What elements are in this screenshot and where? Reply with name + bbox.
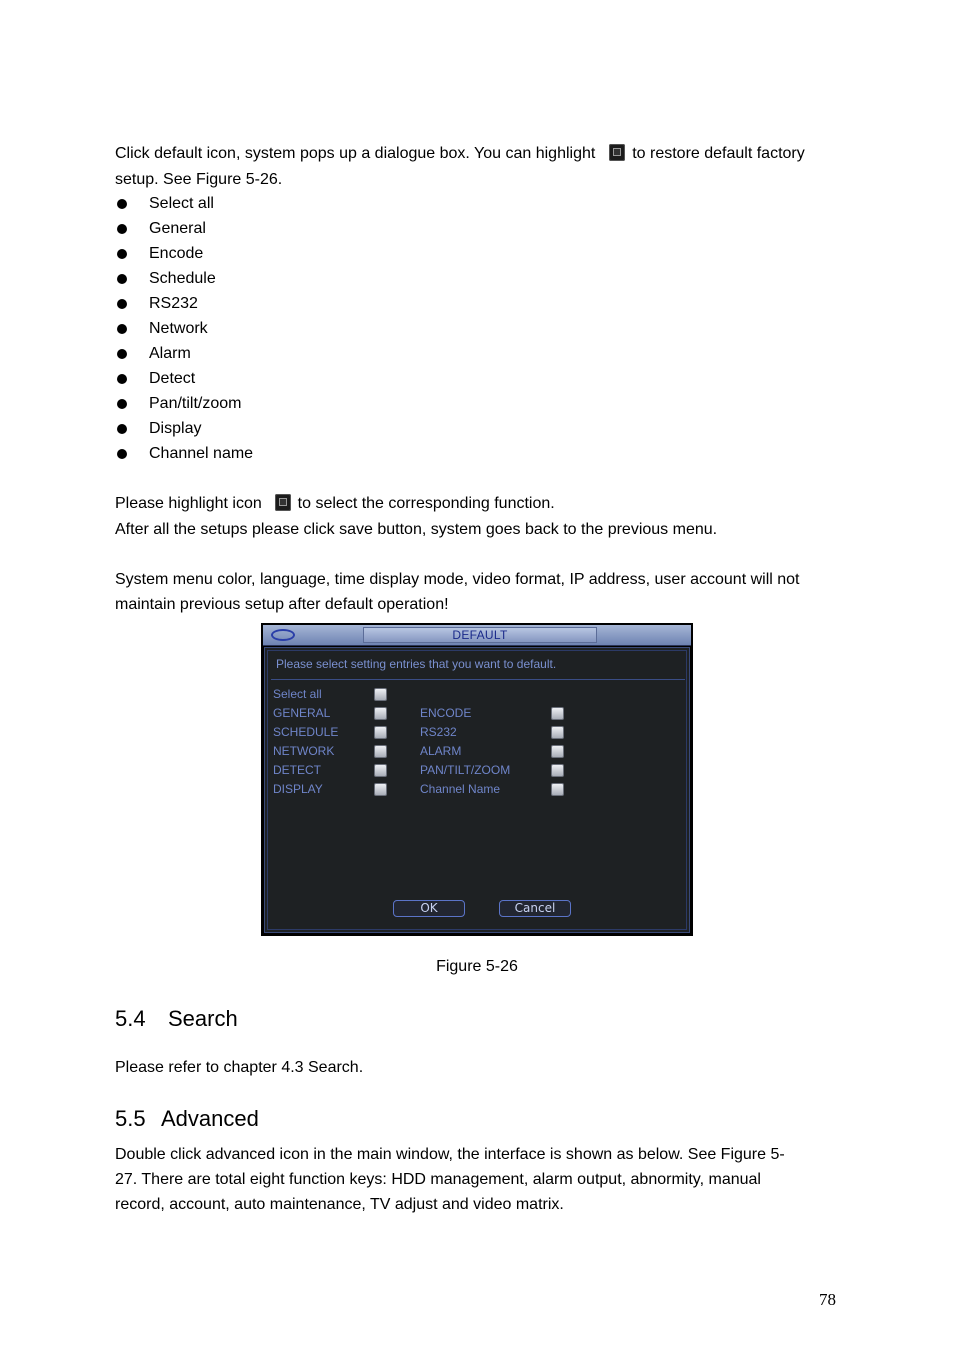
section-heading-advanced — [115, 1105, 259, 1133]
list-item-label: Select all — [149, 195, 214, 212]
checkbox-icon — [609, 144, 625, 161]
cancel-button[interactable]: Cancel — [499, 900, 571, 917]
checkbox-icon — [275, 494, 291, 511]
list-item — [115, 241, 253, 266]
list-item — [115, 316, 253, 341]
list-item-label: Encode — [149, 245, 204, 262]
section-heading-search — [115, 1005, 238, 1033]
bullet-icon — [117, 274, 127, 284]
list-item-label: Pan/tilt/zoom — [149, 395, 242, 412]
bullet-icon — [117, 224, 127, 234]
list-item — [115, 191, 253, 216]
intro-text-b: to restore default factory — [632, 145, 805, 162]
intro-line-1 — [115, 141, 805, 166]
list-item-label: Alarm — [149, 345, 191, 362]
highlight-text-b: to select the corresponding function. — [297, 495, 555, 512]
warning-line-2: maintain previous setup after default operation! — [115, 596, 449, 613]
section-number: 5.5 — [115, 1106, 146, 1131]
left-item-checkbox[interactable] — [374, 745, 387, 758]
dialog-message: Please select setting entries that you want to default. — [276, 657, 557, 671]
page-number: 78 — [819, 1290, 836, 1309]
left-item-label: DISPLAY — [273, 782, 323, 796]
list-item — [115, 366, 253, 391]
left-item-label: NETWORK — [273, 744, 335, 758]
default-items-list — [115, 191, 253, 466]
bullet-icon — [117, 424, 127, 434]
ok-button[interactable]: OK — [393, 900, 465, 917]
right-item-checkbox[interactable] — [551, 783, 564, 796]
section-title: Advanced — [161, 1106, 259, 1131]
list-item — [115, 391, 253, 416]
list-item-label: RS232 — [149, 295, 198, 312]
bullet-icon — [117, 299, 127, 309]
right-item-label: PAN/TILT/ZOOM — [420, 763, 511, 777]
list-item — [115, 416, 253, 441]
list-item-label: Schedule — [149, 270, 216, 287]
advanced-line-1: Double click advanced icon in the main window, the interface is shown as below. See Figure 5- — [115, 1146, 785, 1163]
right-item-label: ENCODE — [420, 706, 472, 720]
bullet-icon — [117, 374, 127, 384]
right-item-checkbox[interactable] — [551, 745, 564, 758]
right-item-label: ALARM — [420, 744, 462, 758]
right-item-checkbox[interactable] — [551, 764, 564, 777]
figure-caption: Figure 5-26 — [436, 958, 518, 975]
right-item-label: Channel Name — [420, 782, 501, 796]
bullet-icon — [117, 324, 127, 334]
list-item-label: Network — [149, 320, 208, 337]
bullet-icon — [117, 449, 127, 459]
bullet-icon — [117, 399, 127, 409]
intro-line-2: setup. See Figure 5-26. — [115, 171, 283, 188]
left-item-checkbox[interactable] — [374, 764, 387, 777]
left-item-label: GENERAL — [273, 706, 331, 720]
list-item — [115, 341, 253, 366]
list-item — [115, 291, 253, 316]
select-all-checkbox[interactable] — [374, 688, 387, 701]
highlight-line — [115, 491, 555, 516]
list-item — [115, 441, 253, 466]
save-note: After all the setups please click save button, system goes back to the previous menu. — [115, 521, 718, 538]
dialog-title: DEFAULT — [452, 628, 508, 642]
warning-line-1: System menu color, language, time display mode, video format, IP address, user account will not — [115, 571, 800, 588]
intro-text-a: Click default icon, system pops up a dialogue box. You can highlight — [115, 145, 596, 162]
left-item-label: SCHEDULE — [273, 725, 339, 739]
section-number: 5.4 — [115, 1006, 146, 1031]
left-item-checkbox[interactable] — [374, 707, 387, 720]
bullet-icon — [117, 249, 127, 259]
left-item-label: DETECT — [273, 763, 321, 777]
dialog-title-bar — [263, 625, 691, 646]
list-item-label: General — [149, 220, 206, 237]
advanced-line-3: record, account, auto maintenance, TV adjust and video matrix. — [115, 1196, 564, 1213]
left-item-checkbox[interactable] — [374, 783, 387, 796]
select-all-label: Select all — [273, 687, 322, 701]
right-item-checkbox[interactable] — [551, 707, 564, 720]
advanced-line-2: 27. There are total eight function keys: HDD management, alarm output, abnormity, manual — [115, 1171, 761, 1188]
dialog-body — [264, 647, 690, 933]
section-title: Search — [168, 1006, 238, 1031]
list-item-label: Detect — [149, 370, 196, 387]
bullet-icon — [117, 349, 127, 359]
bullet-icon — [117, 199, 127, 209]
right-item-label: RS232 — [420, 725, 457, 739]
highlight-text-a: Please highlight icon — [115, 495, 262, 512]
search-text: Please refer to chapter 4.3 Search. — [115, 1059, 364, 1076]
default-dialog — [261, 623, 693, 936]
list-item-label: Display — [149, 420, 202, 437]
left-item-checkbox[interactable] — [374, 726, 387, 739]
list-item — [115, 216, 253, 241]
right-item-checkbox[interactable] — [551, 726, 564, 739]
list-item — [115, 266, 253, 291]
list-item-label: Channel name — [149, 445, 254, 462]
